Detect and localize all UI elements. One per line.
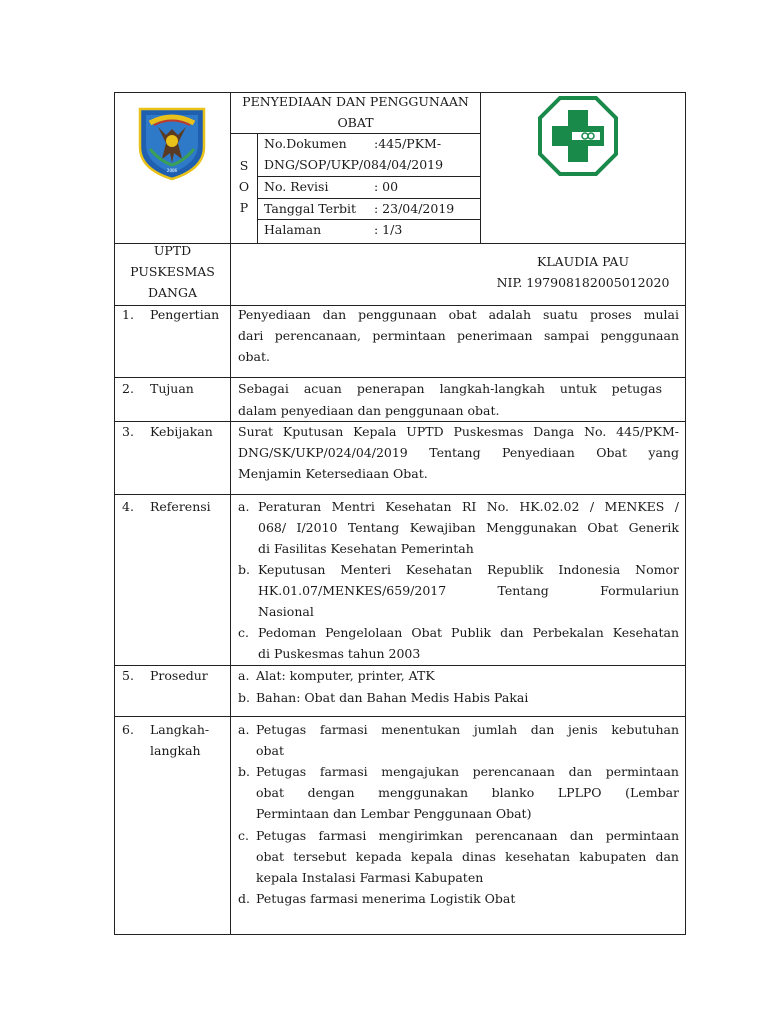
section-number: 1. (122, 307, 134, 322)
org-name-line3: DANGA (148, 285, 197, 300)
section-number: 2. (122, 381, 134, 396)
section-title: Pengertian (150, 307, 220, 322)
section-number: 4. (122, 499, 134, 514)
signer-nip: NIP. 197908182005012020 (496, 275, 670, 290)
list-marker: b. (238, 690, 250, 705)
list-item-line: Alat: komputer, printer, ATK (256, 668, 435, 683)
section-number: 3. (122, 424, 134, 439)
section-text-line: Penyediaan dan penggunaan obat adalah suatu proses mulai (238, 307, 679, 322)
section-title: Referensi (150, 499, 211, 514)
list-marker: d. (238, 891, 250, 906)
org-name-line1: UPTD (153, 243, 192, 258)
field-value-halaman: : 1/3 (374, 222, 403, 237)
list-item-line: di Puskesmas tahun 2003 (258, 646, 421, 661)
list-marker: a. (238, 722, 250, 737)
section-text-line: Menjamin Ketersediaan Obat. (238, 466, 428, 481)
doc-title-line2: OBAT (337, 115, 374, 130)
list-item-line: kepala Instalasi Farmasi Kabupaten (256, 870, 484, 885)
field-label-no-revisi: No. Revisi (264, 179, 329, 194)
section-title: Kebijakan (150, 424, 213, 439)
section-title: Prosedur (150, 668, 208, 683)
section-title: Langkah- (150, 722, 210, 737)
list-item-line: obat tersebut kepada kepala dinas kesehatan kabupaten dan (256, 849, 679, 864)
hline-sec5-end (114, 716, 686, 717)
table-border-bottom (114, 934, 686, 935)
list-item-line: Keputusan Menteri Kesehatan Republik Indonesia Nomor (258, 562, 679, 577)
regional-emblem-logo (134, 103, 210, 181)
hline-sec3-end (114, 494, 686, 495)
field-label-halaman: Halaman (264, 222, 322, 237)
signer-name: KLAUDIA PAU (537, 254, 629, 269)
list-item-line: 068/ I/2010 Tentang Kewajiban Menggunakan Obat Generik (258, 520, 679, 535)
list-item-line: Pedoman Pengelolaan Obat Publik dan Perbekalan Kesehatan (258, 625, 679, 640)
section-title: Tujuan (150, 381, 194, 396)
table-border-right (685, 92, 686, 935)
section-number: 6. (122, 722, 134, 737)
section-title-cont: langkah (150, 743, 201, 758)
col-divider-main (230, 92, 231, 935)
list-marker: a. (238, 499, 250, 514)
list-item-line: Petugas farmasi mengajukan perencanaan dan permintaan (256, 764, 679, 779)
list-item-line: Petugas farmasi mengirimkan perencanaan dan permintaan (256, 828, 679, 843)
list-item-line: Petugas farmasi menerima Logistik Obat (256, 891, 516, 906)
section-text-line: DNG/SK/UKP/024/04/2019 Tentang Penyediaan Obat yang (238, 445, 679, 460)
list-item-line: di Fasilitas Kesehatan Pemerintah (258, 541, 474, 556)
list-item-line: Petugas farmasi menentukan jumlah dan jenis kebutuhan (256, 722, 679, 737)
field-value-no-revisi: : 00 (374, 179, 399, 194)
list-marker: c. (238, 625, 249, 640)
sop-letter-o: O (238, 179, 250, 194)
col-divider-sop (257, 133, 258, 244)
sop-letter-p: P (239, 200, 249, 215)
field-value-tanggal-terbit: : 23/04/2019 (374, 201, 455, 216)
field-value-no-dokumen: :445/PKM- (374, 136, 442, 151)
section-text-line: obat. (238, 349, 270, 364)
doc-title-line1: PENYEDIAAN DAN PENGGUNAAN (242, 94, 469, 109)
table-border-left (114, 92, 115, 935)
list-marker: a. (238, 668, 250, 683)
section-text-line: dalam penyediaan dan penggunaan obat. (238, 403, 500, 418)
org-name-line2: PUSKESMAS (130, 264, 215, 279)
field-value-no-dokumen-cont: DNG/SOP/UKP/084/04/2019 (264, 157, 444, 172)
list-item-line: obat dengan menggunakan blanko LPLPO (Lembar (256, 785, 679, 800)
section-text-line: Sebagai acuan penerapan langkah-langkah untuk petugas (238, 381, 662, 396)
list-item-line: Permintaan dan Lembar Penggunaan Obat) (256, 806, 532, 821)
health-cross-logo (536, 94, 620, 178)
list-item-line: Nasional (258, 604, 314, 619)
section-text-line: dari perencanaan, permintaan penerimaan sampai penggunaan (238, 328, 679, 343)
list-item-line: Peraturan Mentri Kesehatan RI No. HK.02.02 / MENKES / (258, 499, 679, 514)
list-marker: c. (238, 828, 249, 843)
list-item-line: Bahan: Obat dan Bahan Medis Habis Pakai (256, 690, 529, 705)
field-label-tanggal-terbit: Tanggal Terbit (264, 201, 357, 216)
section-number: 5. (122, 668, 134, 683)
emblem-year: 2006 (166, 168, 178, 173)
list-marker: b. (238, 764, 250, 779)
sop-letter-s: S (239, 158, 249, 173)
field-label-no-dokumen: No.Dokumen (264, 136, 347, 151)
list-item-line: HK.01.07/MENKES/659/2017 Tentang Formulariun (258, 583, 679, 598)
section-text-line: Surat Kputusan Kepala UPTD Puskesmas Danga No. 445/PKM- (238, 424, 679, 439)
list-marker: b. (238, 562, 250, 577)
list-item-line: obat (256, 743, 285, 758)
